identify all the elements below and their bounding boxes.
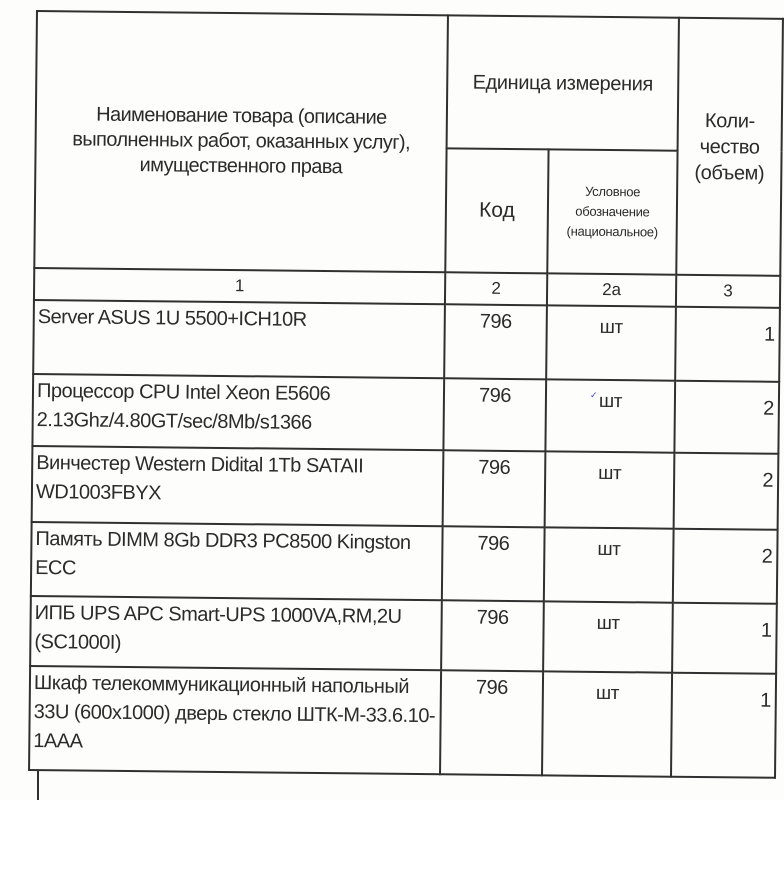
unit-code-cell: 796 [440, 670, 543, 775]
quantity-cell: 2 [673, 529, 778, 604]
product-name-cell: Шкаф телекоммуникационный напольный 33U (600x1000) дверь стекло ШТК-М-33.6.10-1AAA [29, 666, 441, 774]
invoice-table [28, 10, 784, 779]
quantity-cell: 1 [675, 307, 780, 382]
unit-symbol-cell: шт [543, 601, 673, 672]
unit-symbol-cell: шт [546, 305, 676, 380]
column-number: 1 [34, 268, 445, 304]
unit-symbol-cell: шт [545, 451, 675, 528]
quantity-cell: 2 [674, 453, 779, 530]
table-row [32, 374, 779, 454]
column-number: 3 [676, 275, 780, 308]
quantity-cell: 2 [674, 381, 779, 454]
header-unit-code: Код [445, 148, 548, 273]
unit-code-cell: 796 [441, 600, 544, 671]
table-row [32, 446, 779, 530]
unit-code-cell: 796 [443, 450, 546, 527]
unit-code-cell: 796 [444, 304, 547, 379]
header-unit-group: Единица измерения [447, 15, 679, 150]
header-unit-symbol: Условное обозначение (национальное) [547, 149, 677, 274]
product-name-cell: Память DIMM 8Gb DDR3 PC8500 Kingston ECC [31, 522, 443, 600]
unit-code-cell: 796 [442, 526, 545, 601]
product-name-cell: Server ASUS 1U 5500+ICH10R [33, 300, 445, 378]
product-name-cell: ИПБ UPS APC Smart-UPS 1000VA,RM,2U (SC1000I) [30, 596, 442, 670]
quantity-cell: 1 [672, 603, 777, 674]
column-number: 2 [445, 272, 547, 305]
blank-margin [0, 800, 784, 874]
header-product-name: Наименование товара (описание выполненных работ, оказанных услуг), имущественного права [34, 11, 448, 272]
ink-speck: ✓ [590, 390, 598, 400]
unit-symbol-cell: шт [545, 379, 675, 452]
header-quantity: Коли-чество (объем) [676, 18, 783, 276]
table-row [33, 300, 780, 382]
table-row [31, 522, 778, 604]
unit-symbol-cell: шт [544, 527, 674, 602]
unit-code-cell: 796 [443, 378, 546, 451]
table-row [30, 596, 777, 674]
table-row [29, 666, 776, 778]
quantity-cell: 1 [671, 673, 776, 778]
product-name-cell: Процессор CPU Intel Xeon E5606 2.13Ghz/4.80GT/sec/8Mb/s1366 [32, 374, 444, 450]
unit-symbol-cell: шт [542, 671, 672, 776]
cut-off-row-border [37, 770, 39, 804]
column-number: 2а [547, 273, 676, 306]
product-name-cell: Винчестер Western Didital 1Tb SATAII WD1003FBYX [32, 446, 444, 526]
